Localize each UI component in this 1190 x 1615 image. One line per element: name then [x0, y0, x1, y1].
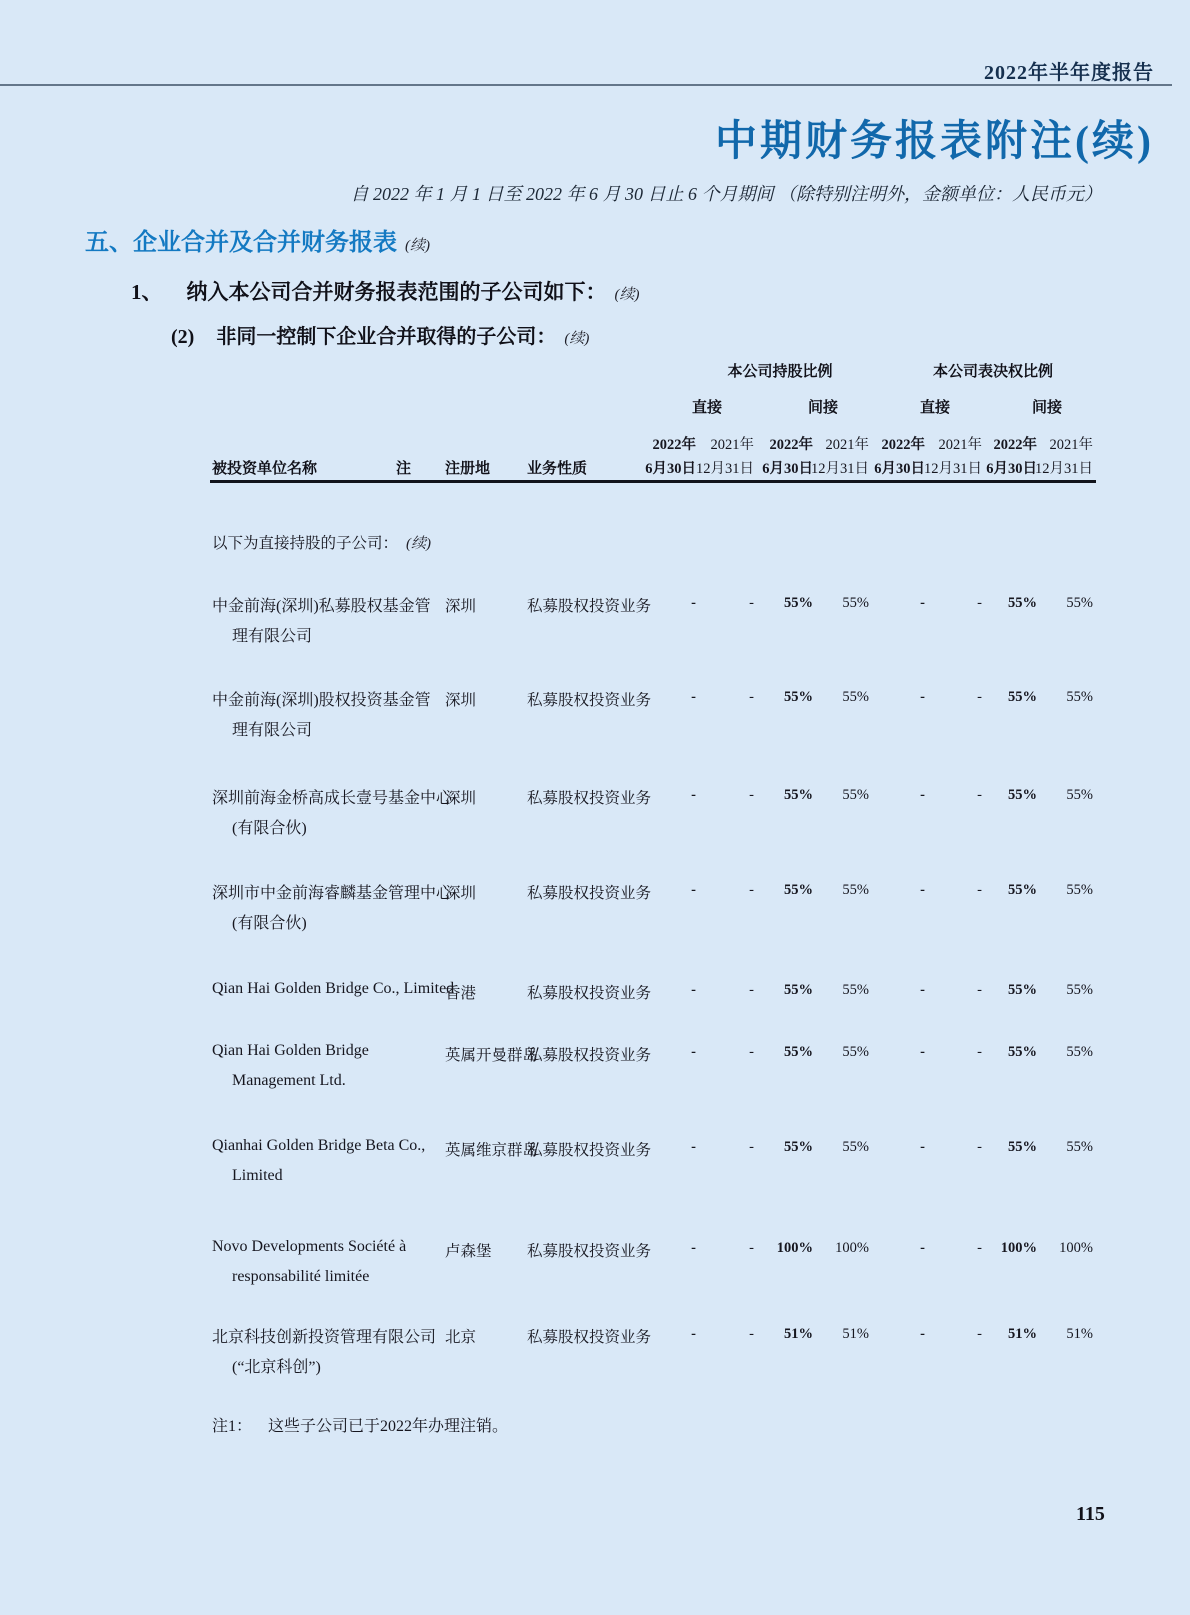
section-number: 五、: [85, 230, 133, 256]
value-cell: -: [749, 689, 754, 705]
value-cell: -: [977, 1044, 982, 1060]
page-number: 115: [1076, 1503, 1105, 1525]
business-cell: 私募股权投资业务: [527, 885, 652, 902]
investee-name: 深圳前海金桥高成长壹号基金中心: [212, 790, 453, 807]
item1-number: 1、: [131, 280, 163, 304]
registry-cell: 香港: [445, 985, 477, 1002]
business-cell: 私募股权投资业务: [527, 790, 652, 807]
value-cell: 51%: [1008, 1326, 1037, 1342]
date-header: 6月30日: [986, 461, 1037, 477]
section-continued-note: (续): [405, 238, 430, 254]
date-header: 6月30日: [762, 461, 813, 477]
value-cell: 55%: [784, 787, 813, 803]
registry-cell: 深圳: [445, 692, 477, 709]
investee-name-line2: (有限合伙): [232, 915, 307, 932]
value-cell: 55%: [1066, 1044, 1093, 1060]
business-cell: 私募股权投资业务: [527, 1142, 652, 1159]
table-row: [0, 980, 1190, 1050]
year-header: 2022年: [769, 437, 813, 453]
subheader-direct-shareholding: 直接: [691, 400, 722, 416]
value-cell: 55%: [1066, 1139, 1093, 1155]
table-intro-text: 以下为直接持股的子公司：: [212, 535, 399, 552]
table-row: [0, 593, 1190, 663]
table-intro-continued-note: (续): [406, 536, 432, 552]
investee-name: 深圳市中金前海睿麟基金管理中心: [212, 885, 453, 902]
column-header-registry: 注册地: [445, 461, 491, 477]
table-row: [0, 1042, 1190, 1112]
registry-cell: 北京: [445, 1329, 477, 1346]
value-cell: 55%: [1066, 787, 1093, 803]
value-cell: 55%: [784, 1139, 813, 1155]
footnote: [212, 1413, 508, 1436]
value-cell: -: [691, 882, 696, 898]
year-header: 2022年: [652, 437, 696, 453]
value-cell: 55%: [1066, 982, 1093, 998]
table-row: [0, 1137, 1190, 1207]
column-header-business: 业务性质: [527, 461, 588, 477]
business-cell: 私募股权投资业务: [527, 985, 652, 1002]
value-cell: -: [749, 1044, 754, 1060]
date-header: 12月31日: [696, 461, 754, 477]
year-header: 2022年: [993, 437, 1037, 453]
date-header: 12月31日: [924, 461, 982, 477]
footnote-label: 注1：: [212, 1418, 253, 1435]
value-cell: -: [977, 1326, 982, 1342]
date-header: 6月30日: [645, 461, 696, 477]
year-header: 2022年: [881, 437, 925, 453]
value-cell: 55%: [1008, 1139, 1037, 1155]
value-cell: -: [691, 1326, 696, 1342]
registry-cell: 卢森堡: [445, 1243, 492, 1260]
value-cell: -: [920, 787, 925, 803]
subheader-indirect-shareholding: 间接: [807, 400, 838, 416]
registry-cell: 英属开曼群岛: [445, 1047, 539, 1064]
list-item-2: [171, 320, 589, 349]
value-cell: 51%: [1066, 1326, 1093, 1342]
investee-name: 北京科技创新投资管理有限公司: [212, 1329, 437, 1346]
value-cell: 55%: [784, 1044, 813, 1060]
business-cell: 私募股权投资业务: [527, 1243, 652, 1260]
value-cell: -: [920, 689, 925, 705]
value-cell: -: [977, 595, 982, 611]
value-cell: -: [749, 787, 754, 803]
value-cell: -: [749, 982, 754, 998]
investee-name-line2: 理有限公司: [232, 722, 313, 739]
value-cell: 55%: [1008, 689, 1037, 705]
group-header-shareholding: 本公司持股比例: [727, 364, 833, 380]
investee-name: 中金前海(深圳)股权投资基金管: [212, 692, 431, 709]
value-cell: 55%: [842, 595, 869, 611]
value-cell: 55%: [784, 595, 813, 611]
value-cell: 55%: [842, 882, 869, 898]
section-title: 企业合并及合并财务报表: [133, 230, 397, 256]
value-cell: -: [691, 982, 696, 998]
investee-name-line2: responsabilité limitée: [232, 1268, 370, 1285]
business-cell: 私募股权投资业务: [527, 598, 652, 615]
value-cell: -: [920, 1044, 925, 1060]
footnote-text: 这些子公司已于2022年办理注销。: [268, 1418, 509, 1435]
year-header: 2021年: [710, 437, 754, 453]
value-cell: 55%: [842, 982, 869, 998]
year-header: 2021年: [938, 437, 982, 453]
value-cell: 55%: [1066, 595, 1093, 611]
business-cell: 私募股权投资业务: [527, 1329, 652, 1346]
value-cell: -: [749, 882, 754, 898]
value-cell: -: [920, 1240, 925, 1256]
investee-name-line2: Limited: [232, 1167, 283, 1184]
investee-name-line2: Management Ltd.: [232, 1072, 346, 1089]
value-cell: -: [691, 689, 696, 705]
value-cell: 55%: [842, 1044, 869, 1060]
value-cell: 55%: [1008, 595, 1037, 611]
report-header-label: 2022年半年度报告: [984, 62, 1154, 84]
value-cell: 55%: [1008, 982, 1037, 998]
value-cell: 100%: [1000, 1240, 1037, 1256]
value-cell: -: [691, 1044, 696, 1060]
value-cell: -: [691, 595, 696, 611]
section-heading: [85, 222, 430, 257]
table-row: [0, 785, 1190, 855]
value-cell: 55%: [1066, 689, 1093, 705]
list-item-1: [131, 276, 640, 306]
registry-cell: 英属维京群岛: [445, 1142, 539, 1159]
group-header-voting: 本公司表决权比例: [932, 364, 1053, 380]
business-cell: 私募股权投资业务: [527, 692, 652, 709]
value-cell: -: [749, 1240, 754, 1256]
table-row: [0, 1238, 1190, 1308]
item2-number: (2): [171, 326, 195, 348]
value-cell: -: [977, 787, 982, 803]
value-cell: 55%: [842, 787, 869, 803]
value-cell: -: [920, 982, 925, 998]
value-cell: 55%: [842, 689, 869, 705]
value-cell: -: [920, 1326, 925, 1342]
value-cell: -: [920, 882, 925, 898]
value-cell: 51%: [842, 1326, 869, 1342]
column-header-name: 被投资单位名称: [212, 461, 318, 477]
page-subtitle: 自 2022 年 1 月 1 日至 2022 年 6 月 30 日止 6 个月期间 （除特别注明外，金额单位：人民币元）: [350, 184, 1102, 204]
value-cell: 55%: [1008, 1044, 1037, 1060]
page-title: 中期财务报表附注(续): [715, 119, 1154, 165]
value-cell: 55%: [1008, 787, 1037, 803]
investee-name-line2: (有限合伙): [232, 820, 307, 837]
value-cell: -: [749, 595, 754, 611]
header-rule: [0, 84, 1172, 86]
value-cell: 100%: [1059, 1240, 1093, 1256]
value-cell: 55%: [784, 982, 813, 998]
value-cell: 55%: [1066, 882, 1093, 898]
table-row: [0, 1324, 1190, 1394]
value-cell: -: [920, 595, 925, 611]
value-cell: -: [977, 1139, 982, 1155]
investee-name: 中金前海(深圳)私募股权基金管: [212, 598, 431, 615]
value-cell: -: [977, 689, 982, 705]
value-cell: -: [749, 1326, 754, 1342]
table-header-rule: [210, 480, 1096, 483]
value-cell: 55%: [784, 689, 813, 705]
year-header: 2021年: [1049, 437, 1093, 453]
investee-name: Novo Developments Société à: [212, 1238, 407, 1255]
investee-name: Qian Hai Golden Bridge Co., Limited: [212, 980, 455, 997]
value-cell: -: [691, 787, 696, 803]
column-header-note: 注: [396, 461, 412, 477]
date-header: 6月30日: [874, 461, 925, 477]
item2-continued-note: (续): [564, 331, 590, 347]
business-cell: 私募股权投资业务: [527, 1047, 652, 1064]
date-header: 12月31日: [1035, 461, 1093, 477]
value-cell: -: [749, 1139, 754, 1155]
investee-name: Qian Hai Golden Bridge: [212, 1042, 369, 1059]
value-cell: 100%: [835, 1240, 869, 1256]
registry-cell: 深圳: [445, 598, 477, 615]
date-header: 12月31日: [811, 461, 869, 477]
item2-text: 非同一控制下企业合并取得的子公司：: [216, 326, 557, 348]
value-cell: -: [977, 982, 982, 998]
subheader-direct-voting: 直接: [919, 400, 950, 416]
table-row: [0, 880, 1190, 950]
value-cell: 51%: [784, 1326, 813, 1342]
investee-name-line2: (“北京科创”): [232, 1359, 321, 1376]
value-cell: 55%: [1008, 882, 1037, 898]
value-cell: -: [691, 1240, 696, 1256]
value-cell: -: [920, 1139, 925, 1155]
table-row: [0, 687, 1190, 757]
item1-text: 纳入本公司合并财务报表范围的子公司如下：: [186, 280, 607, 304]
year-header: 2021年: [825, 437, 869, 453]
item1-continued-note: (续): [614, 287, 640, 303]
value-cell: -: [977, 1240, 982, 1256]
subheader-indirect-voting: 间接: [1031, 400, 1062, 416]
investee-name-line2: 理有限公司: [232, 628, 313, 645]
value-cell: 55%: [784, 882, 813, 898]
investee-name: Qianhai Golden Bridge Beta Co.,: [212, 1137, 426, 1154]
value-cell: -: [977, 882, 982, 898]
registry-cell: 深圳: [445, 790, 477, 807]
table-intro-line: [212, 531, 431, 553]
value-cell: 100%: [776, 1240, 813, 1256]
registry-cell: 深圳: [445, 885, 477, 902]
value-cell: -: [691, 1139, 696, 1155]
value-cell: 55%: [842, 1139, 869, 1155]
